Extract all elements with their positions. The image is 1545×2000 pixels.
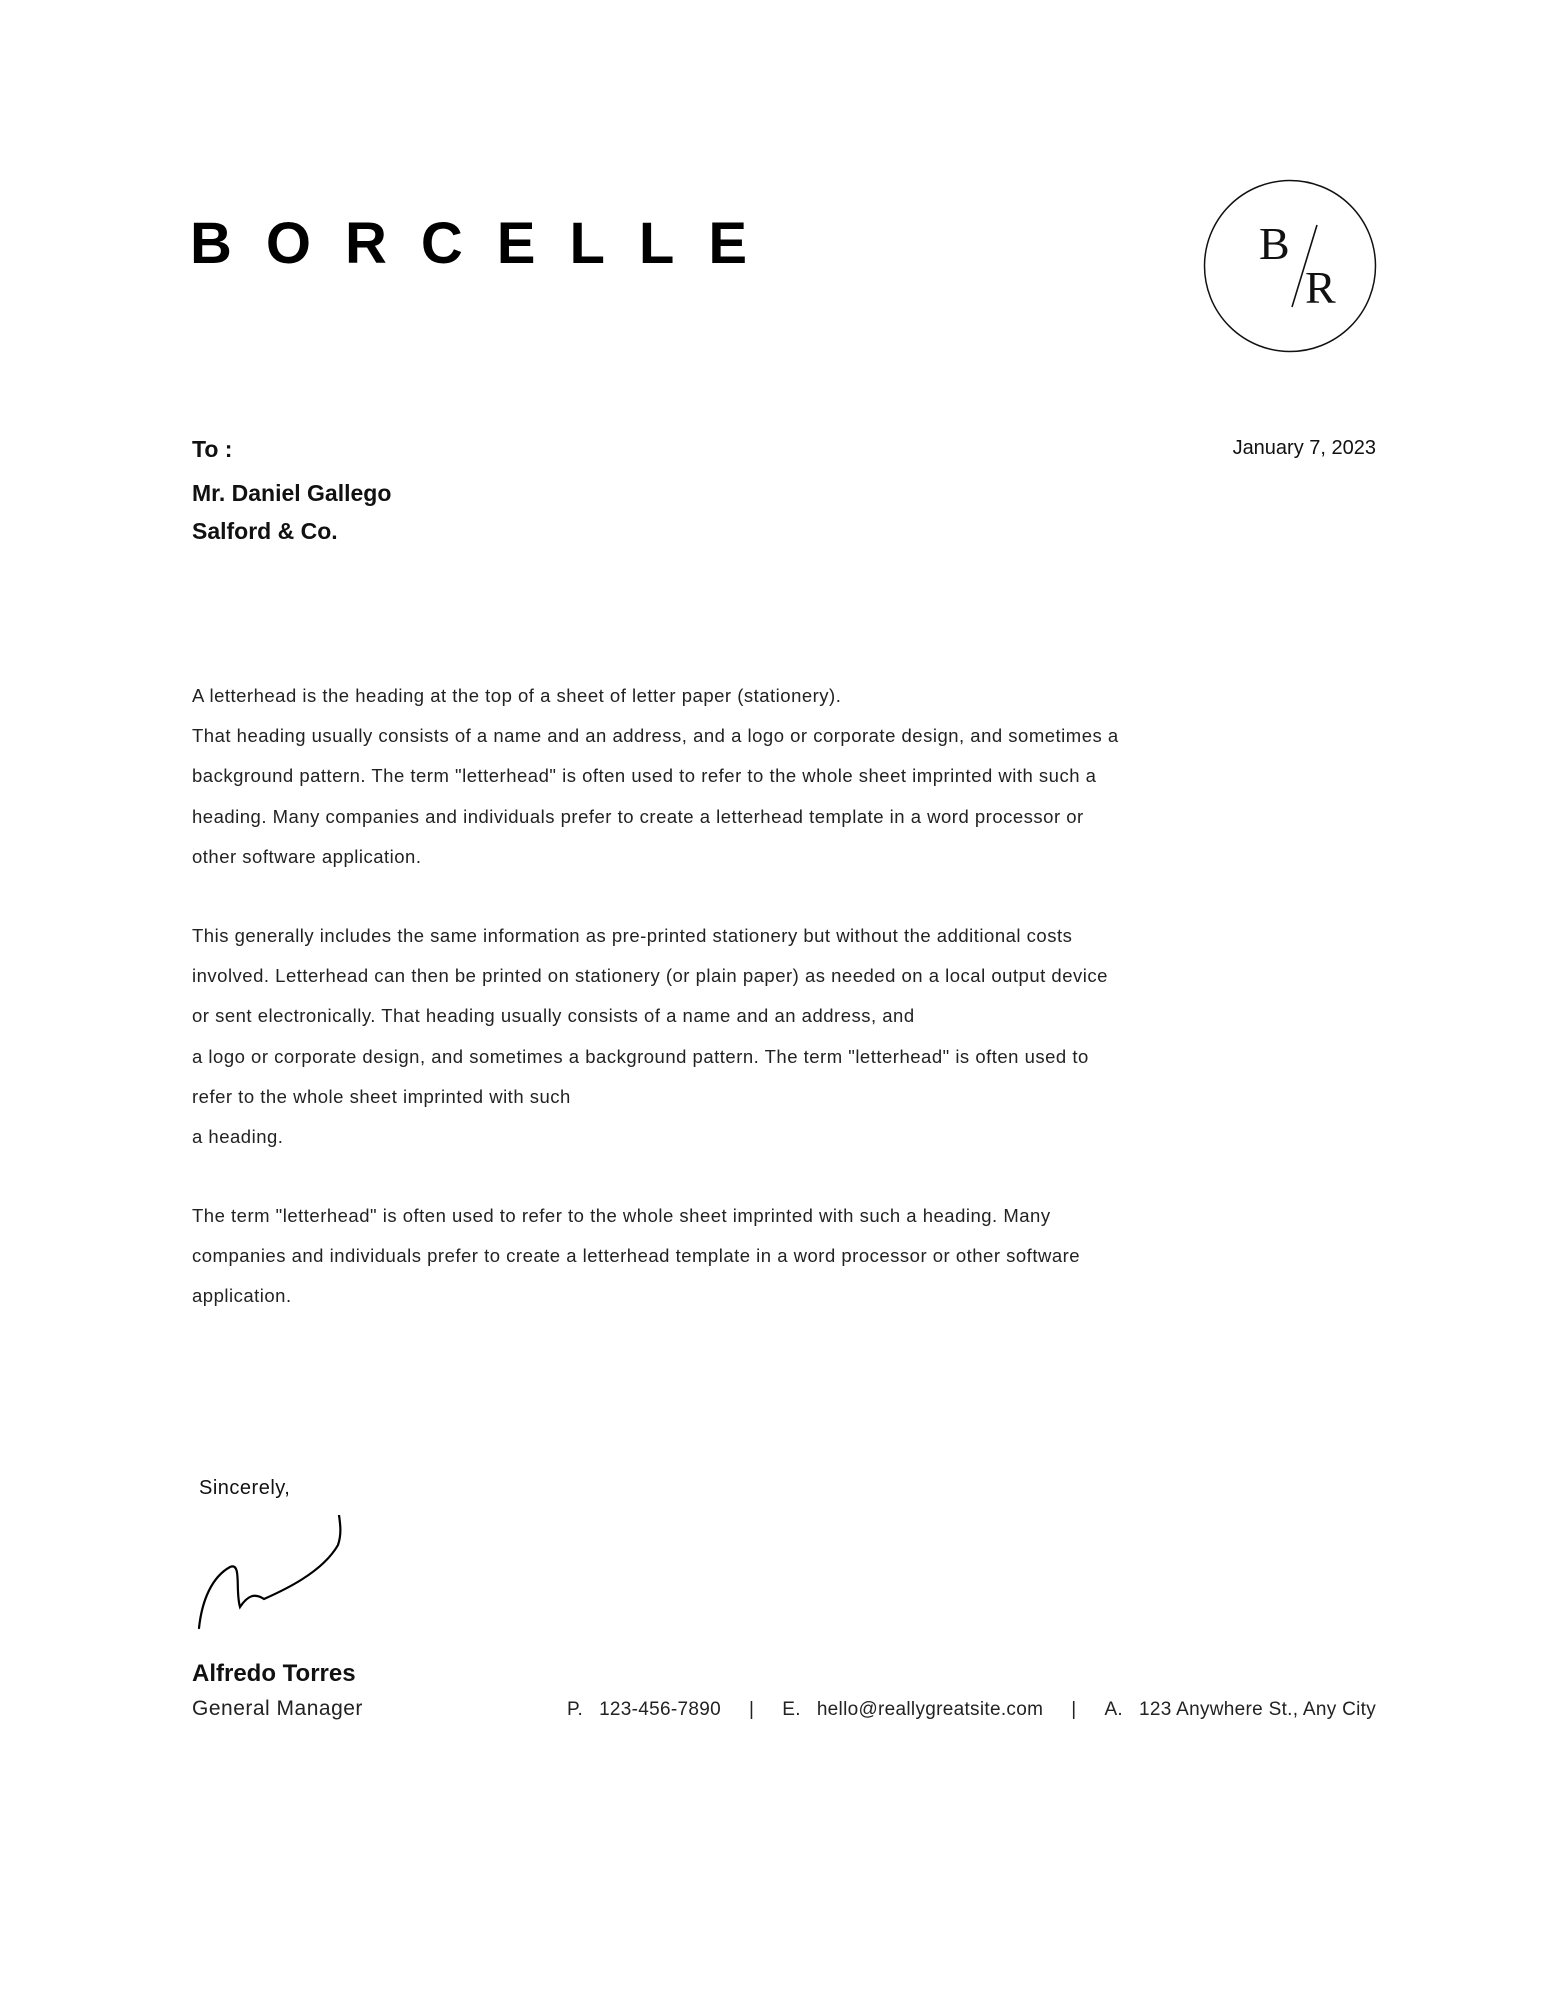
- email-address[interactable]: hello@reallygreatsite.com: [816, 1699, 1044, 1720]
- company-name: BORCELLE: [190, 211, 781, 276]
- email-label: E.: [782, 1699, 801, 1720]
- body-paragraph: The term "letterhead" is often used to refer to the whole sheet imprinted with such a heading. Many companies and individuals prefer to create a letterhead template in a word processor or other software application.: [192, 1205, 1081, 1307]
- closing: Sincerely,: [199, 1477, 291, 1499]
- svg-text:B: B: [1259, 218, 1290, 269]
- address-label: A.: [1104, 1699, 1124, 1720]
- signature: [190, 1515, 350, 1635]
- recipient-company: Salford & Co.: [192, 518, 338, 544]
- signer-title: General Manager: [192, 1697, 363, 1720]
- letter-date: January 7, 2023: [1232, 437, 1376, 459]
- separator: |: [749, 1699, 755, 1720]
- body-paragraph: A letterhead is the heading at the top of a sheet of letter paper (stationery). That heading usually consists of a name and an address, and a logo or corporate design, and sometimes a background pattern. The term "letterhead" is often used to refer to the whole sheet imprinted with such a heading. Many companies and individuals prefer to create a letterhead template in a word processor or other software application.: [192, 685, 1119, 867]
- signer-name: Alfredo Torres: [192, 1660, 356, 1687]
- street-address: 123 Anywhere St., Any City: [1139, 1699, 1376, 1720]
- phone-label: P.: [566, 1699, 584, 1720]
- monogram-logo: [1203, 179, 1377, 353]
- phone-number: 123-456-7890: [599, 1699, 721, 1720]
- svg-text:R: R: [1305, 262, 1336, 313]
- separator: |: [1071, 1699, 1077, 1720]
- body-paragraph: This generally includes the same information as pre-printed stationery but without the additional costs involved. Letterhead can then be printed on stationery (or plain paper) as needed on a local output device or sent electronically. That heading usually consists of a name and an address, and a logo or corporate design, and sometimes a background pattern. The term "letterhead" is often used to refer to the whole sheet imprinted with such a heading.: [192, 925, 1108, 1148]
- recipient-name: Mr. Daniel Gallego: [192, 480, 392, 506]
- to-label: To :: [192, 436, 233, 462]
- contact-info: [567, 1699, 1376, 1721]
